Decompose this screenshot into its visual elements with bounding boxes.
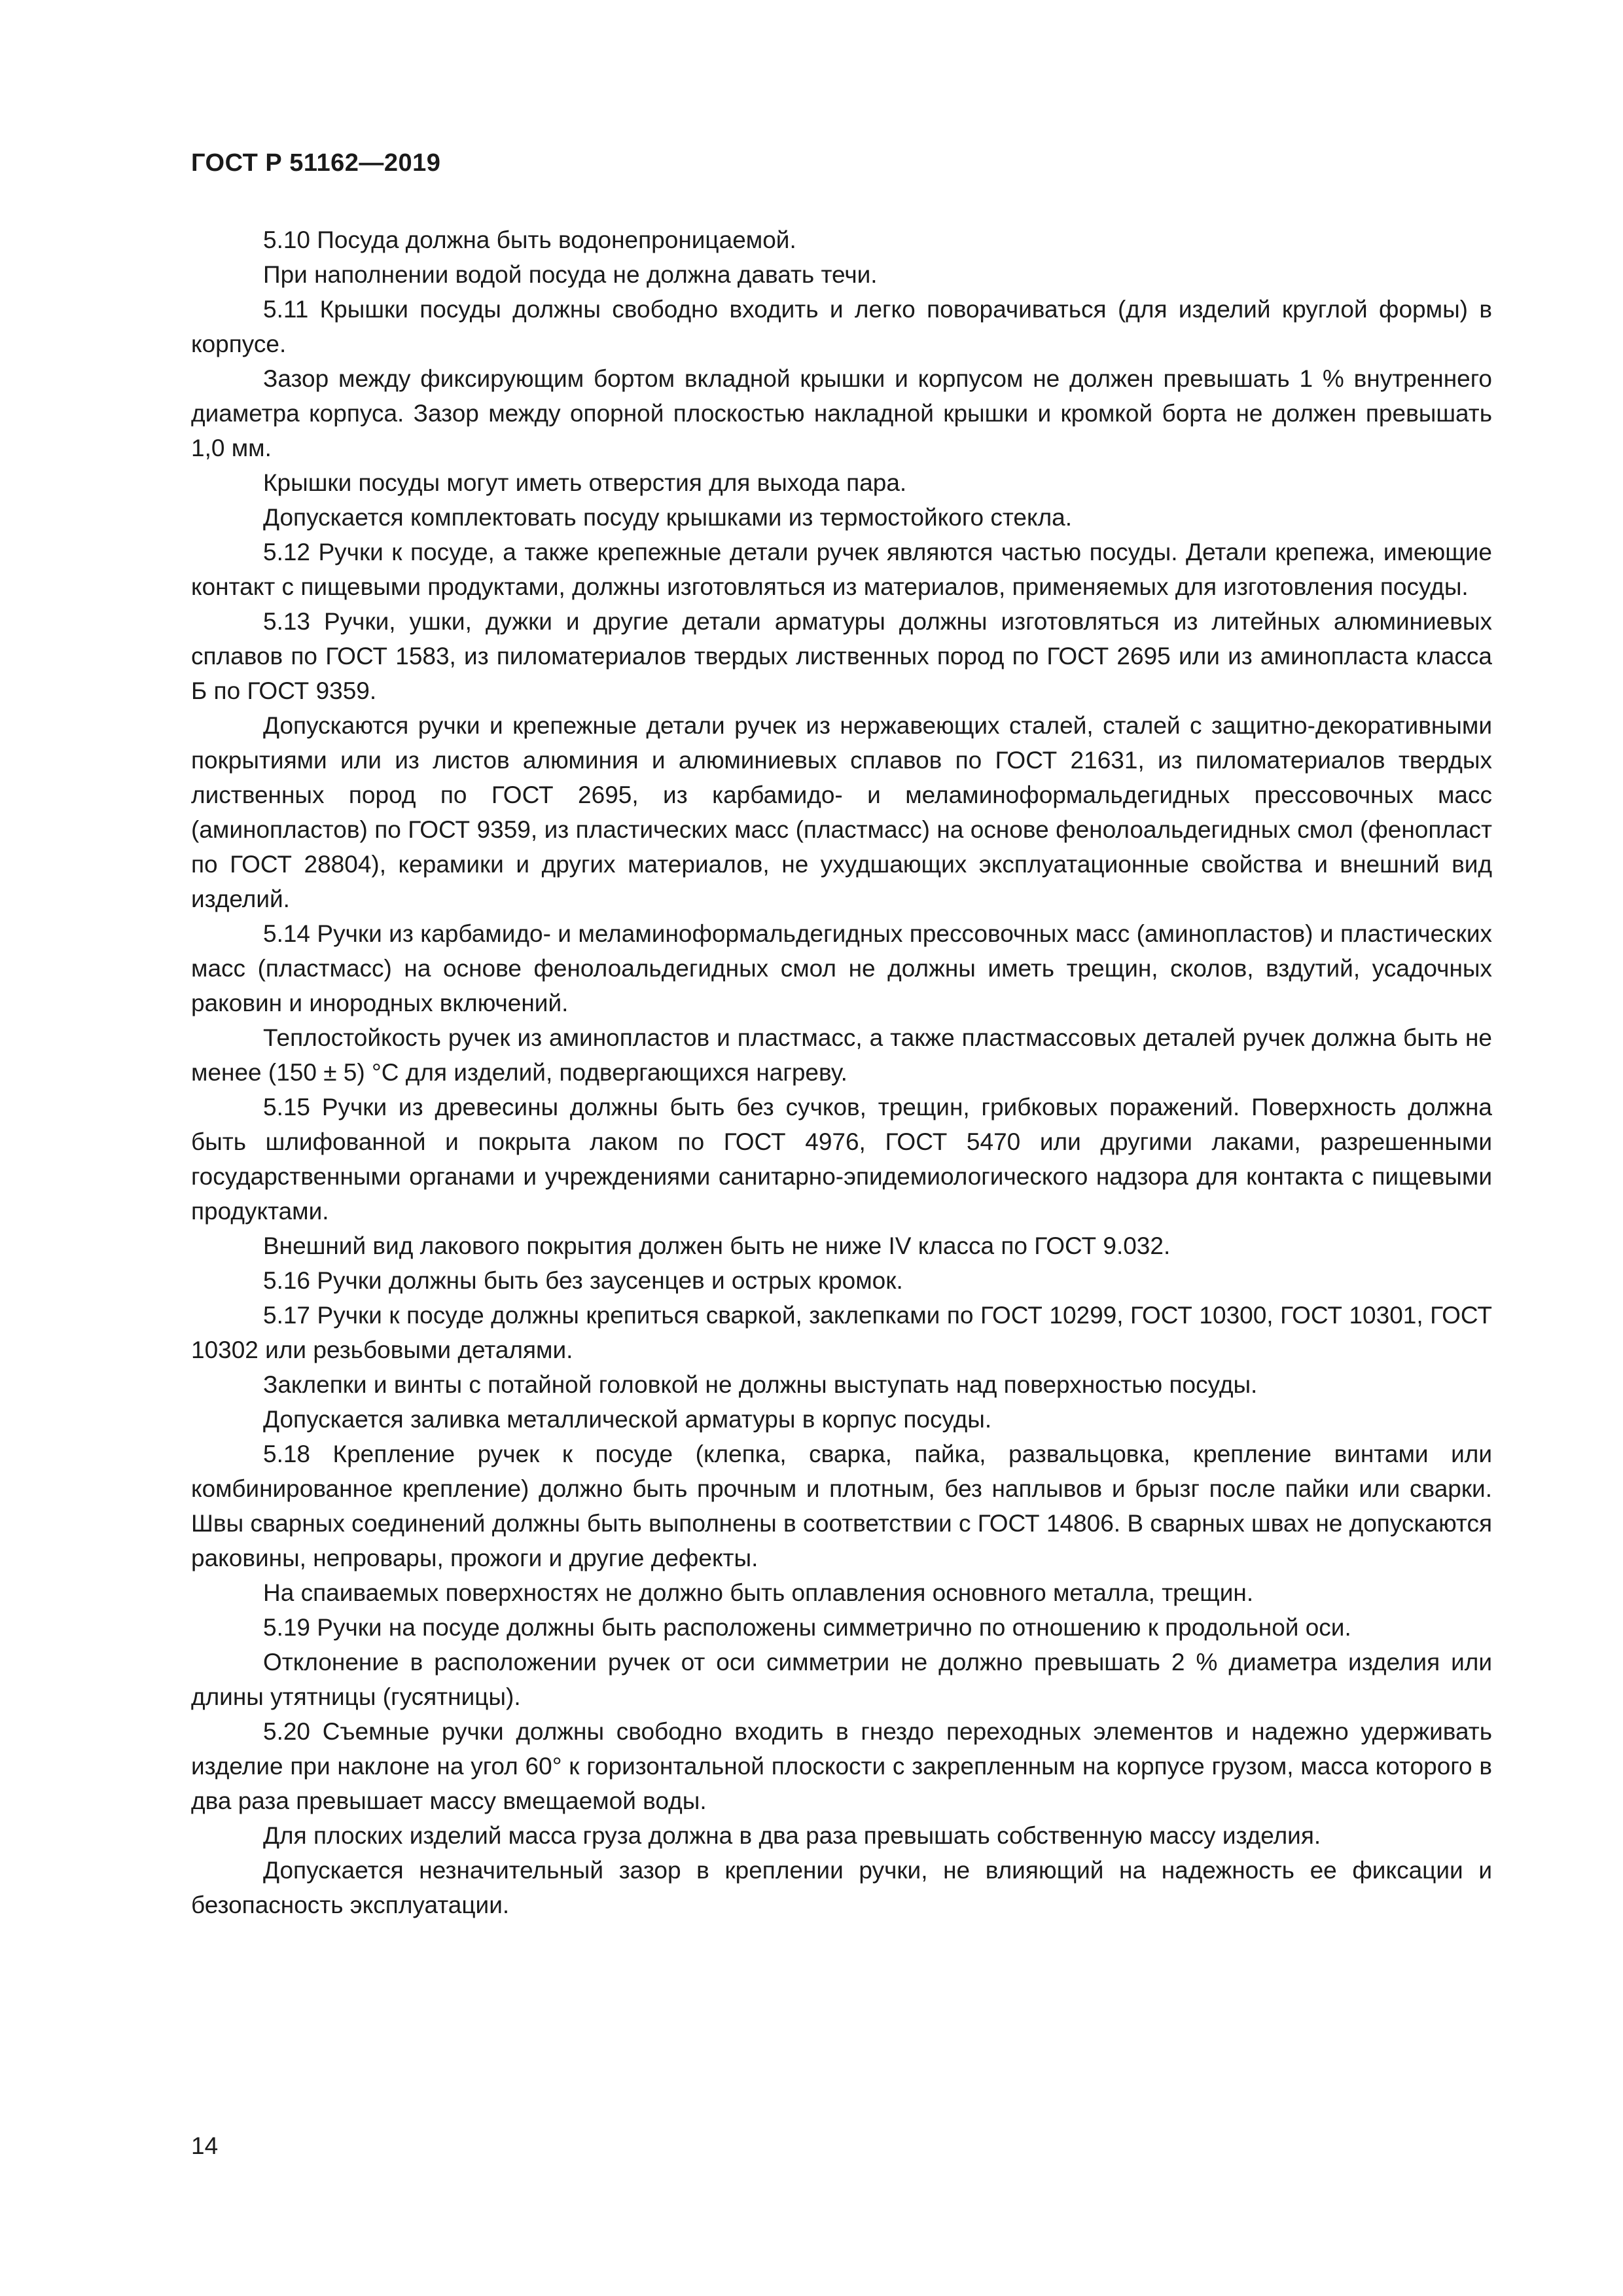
paragraph: 5.13 Ручки, ушки, дужки и другие детали арматуры должны изготовляться из литейных алюминиевых сплавов по ГОСТ 1583, из пиломатериалов твердых лиственных пород по ГОСТ 2695 или из аминопласта класса Б по ГОСТ 9359. [191,608,1492,704]
document-body [191,223,1492,1922]
paragraph: 5.14 Ручки из карбамидо- и меламиноформальдегидных прессовочных масс (аминопластов) и пластических масс (пластмасс) на основе фенолоальдегидных смол не должны иметь трещин, сколов, вздутий, усадочных раковин и инородных включений. [191,920,1492,1016]
paragraph: 5.15 Ручки из древесины должны быть без сучков, трещин, грибковых поражений. Поверхность должна быть шлифованной и покрыта лаком по ГОСТ 4976, ГОСТ 5470 или другими лаками, разрешенными государственными органами и учреждениями санитарно-эпидемиологического надзора для контакта с пищевыми продуктами. [191,1094,1492,1225]
paragraph: Теплостойкость ручек из аминопластов и пластмасс, а также пластмассовых деталей ручек должна быть не менее (150 ± 5) °С для изделий, подвергающихся нагреву. [191,1024,1492,1086]
paragraph: Допускается комплектовать посуду крышками из термостойкого стекла. [263,504,1073,531]
paragraph: Допускается незначительный зазор в креплении ручки, не влияющий на надежность ее фиксации и безопасность эксплуатации. [191,1857,1492,1918]
page-number: 14 [191,2132,219,2159]
paragraph: Отклонение в расположении ручек от оси симметрии не должно превышать 2 % диаметра изделия или длины утятницы (гусятницы). [191,1649,1492,1710]
paragraph: 5.10 Посуда должна быть водонепроницаемой. [263,226,796,253]
paragraph: Внешний вид лакового покрытия должен быть не ниже IV класса по ГОСТ 9.032. [263,1232,1171,1259]
paragraph: Для плоских изделий масса груза должна в два раза превышать собственную массу изделия. [263,1822,1321,1849]
paragraph: Допускаются ручки и крепежные детали ручек из нержавеющих сталей, сталей с защитно-декоративными покрытиями или из листов алюминия и алюминиевых сплавов по ГОСТ 21631, из пиломатериалов твердых лиственных пород по ГОСТ 2695, из карбамидо- и меламиноформальдегидных прессовочных масс (аминопластов) по ГОСТ 9359, из пластических масс (пластмасс) на основе фенолоальдегидных смол (фенопласт по ГОСТ 28804), керамики и других материалов, не ухудшающих эксплуатационные свойства и внешний вид изделий. [191,712,1492,912]
paragraph: 5.17 Ручки к посуде должны крепиться сваркой, заклепками по ГОСТ 10299, ГОСТ 10300, ГОСТ 10301, ГОСТ 10302 или резьбовыми деталями. [191,1302,1492,1363]
paragraph: 5.18 Крепление ручек к посуде (клепка, сварка, пайка, развальцовка, крепление винтами или комбинированное крепление) должно быть прочным и плотным, без наплывов и брызг после пайки или сварки. Швы сварных соединений должны быть выполнены в соответствии с ГОСТ 14806. В сварных швах не допускаются раковины, непровары, прожоги и другие дефекты. [191,1441,1492,1571]
paragraph: 5.19 Ручки на посуде должны быть расположены симметрично по отношению к продольной оси. [263,1614,1351,1641]
paragraph: Крышки посуды могут иметь отверстия для выхода пара. [263,469,907,496]
paragraph: При наполнении водой посуда не должна давать течи. [263,261,878,288]
paragraph: Зазор между фиксирующим бортом вкладной крышки и корпусом не должен превышать 1 % внутреннего диаметра корпуса. Зазор между опорной плоскостью накладной крышки и кромкой борта не должен превышать 1,0 мм. [191,365,1492,461]
paragraph: 5.16 Ручки должны быть без заусенцев и острых кромок. [263,1267,903,1294]
paragraph: 5.12 Ручки к посуде, а также крепежные детали ручек являются частью посуды. Детали крепежа, имеющие контакт с пищевыми продуктами, должны изготовляться из материалов, применяемых для изготовления посуды. [191,539,1492,600]
paragraph: Допускается заливка металлической арматуры в корпус посуды. [263,1406,992,1433]
document-header: ГОСТ Р 51162—2019 [191,149,441,177]
paragraph: На спаиваемых поверхностях не должно быть оплавления основного металла, трещин. [263,1579,1254,1606]
paragraph: 5.20 Съемные ручки должны свободно входить в гнездо переходных элементов и надежно удерживать изделие при наклоне на угол 60° к горизонтальной плоскости с закрепленным на корпусе грузом, масса которого в два раза превышает массу вмещаемой воды. [191,1718,1492,1814]
paragraph: 5.11 Крышки посуды должны свободно входить и легко поворачиваться (для изделий круглой формы) в корпусе. [191,296,1492,357]
paragraph: Заклепки и винты с потайной головкой не должны выступать над поверхностью посуды. [263,1371,1258,1398]
